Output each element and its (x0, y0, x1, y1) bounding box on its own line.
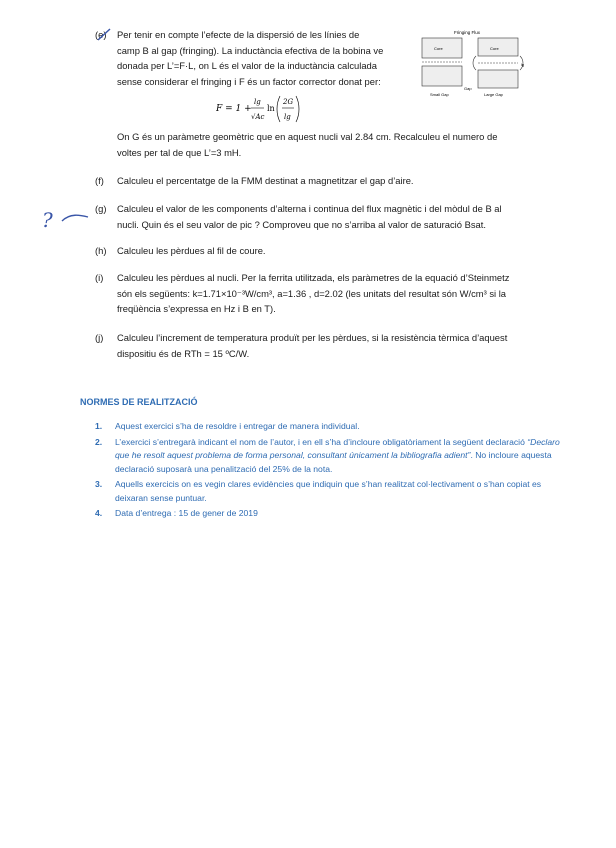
handwritten-question-annotation (40, 205, 100, 235)
item-e-text: Per tenir en compte l’efecte de la dispersió de les línies de camp B al gap (fringing). La inductància efectiva de la bobina ve donada per L’=F·L, on L és el valor de la inductància calculada sense considerar el fringing i F és un factor corrector donat per: (117, 29, 384, 87)
strike-mark-icon (95, 26, 115, 44)
svg-text:F = 1 +: F = 1 + (216, 104, 252, 114)
item-i: (i) Calculeu les pèrdues al nucli. Per la ferrita utilitzada, els paràmetres de la equació d’Steinmetz són els següents: k=1.71×10⁻³W/cm³, a=1.36 , d=2.02 (les unitats del resultat són W/cm³ si la freqüència s’expressa en Hz i B en T). (95, 272, 510, 314)
svg-text:Small Gap: Small Gap (430, 92, 449, 97)
item-e (95, 27, 415, 89)
item-h-label: (h) (95, 245, 107, 256)
svg-text:Large Gap: Large Gap (484, 92, 503, 97)
item-e-continuation: On G és un paràmetre geomètric que en aquest nucli val 2.84 cm. Recalculeu el numero de voltes per tal de que L’=3 mH. (117, 131, 498, 158)
item-f: (f) Calculeu el percentatge de la FMM destinat a magnetitzar el gap d’aire. (95, 173, 565, 189)
normes-list (95, 420, 565, 523)
svg-text:2G: 2G (283, 98, 294, 106)
normes-item: 2. L’exercici s’entregarà indicant el nom de l’autor, i en ell s’ha d’incloure obligatòriament la següent declaració “Declaro que he resolt aquest problema de forma personal, consultant únicament la bibliografia adient”. No incloure aquesta declaració suposarà una penalització del 25% de la nota. (95, 436, 560, 474)
item-f-label: (f) (95, 175, 104, 186)
item-h: (h) Calculeu les pèrdues al fil de coure. (95, 243, 565, 259)
item-i-label: (i) (95, 272, 104, 283)
item-j-label: (j) (95, 332, 104, 343)
normes-item: 4. Data d’entrega : 15 de gener de 2019 (95, 508, 258, 518)
svg-text:ln: ln (267, 104, 275, 113)
svg-text:lg: lg (284, 113, 291, 121)
fringing-flux-figure (420, 26, 530, 98)
normes-item: 3. Aquells exercicis on es vegin clares evidències que indiquin que s’han realitzat col·lectivament o s’han copiat es deixaran sense puntuar. (95, 479, 542, 503)
normes-title: NORMES DE REALITZACIÓ (80, 397, 198, 407)
item-e-label: (e) (95, 29, 107, 40)
svg-text:lg: lg (521, 62, 525, 67)
fringing-formula (216, 92, 316, 126)
svg-text:lg: lg (254, 98, 261, 106)
normes-item: 1. Aquest exercici s’ha de resoldre i entregar de manera individual. (95, 421, 360, 431)
annotation-mark: ? (42, 208, 53, 232)
svg-text:Core: Core (490, 46, 499, 51)
item-g-label: (g) (95, 203, 107, 214)
item-g: (g) Calculeu el valor de les components d’alterna i continua del flux magnètic i del mòdul de B al nucli. Quin és el seu valor de pic ? Comproveu que no s’arriba al valor de saturació Bsat. (95, 203, 502, 230)
svg-text:Fringing Flux: Fringing Flux (454, 30, 481, 35)
item-j: (j) Calculeu l’increment de temperatura produït per les pèrdues, si la resistència tèrmica d’aquest dispositiu és de RTh = 15 ºC/W. (95, 332, 508, 359)
svg-text:Gap: Gap (464, 86, 472, 91)
svg-text:√Ac: √Ac (251, 113, 265, 121)
svg-text:Core: Core (434, 46, 443, 51)
